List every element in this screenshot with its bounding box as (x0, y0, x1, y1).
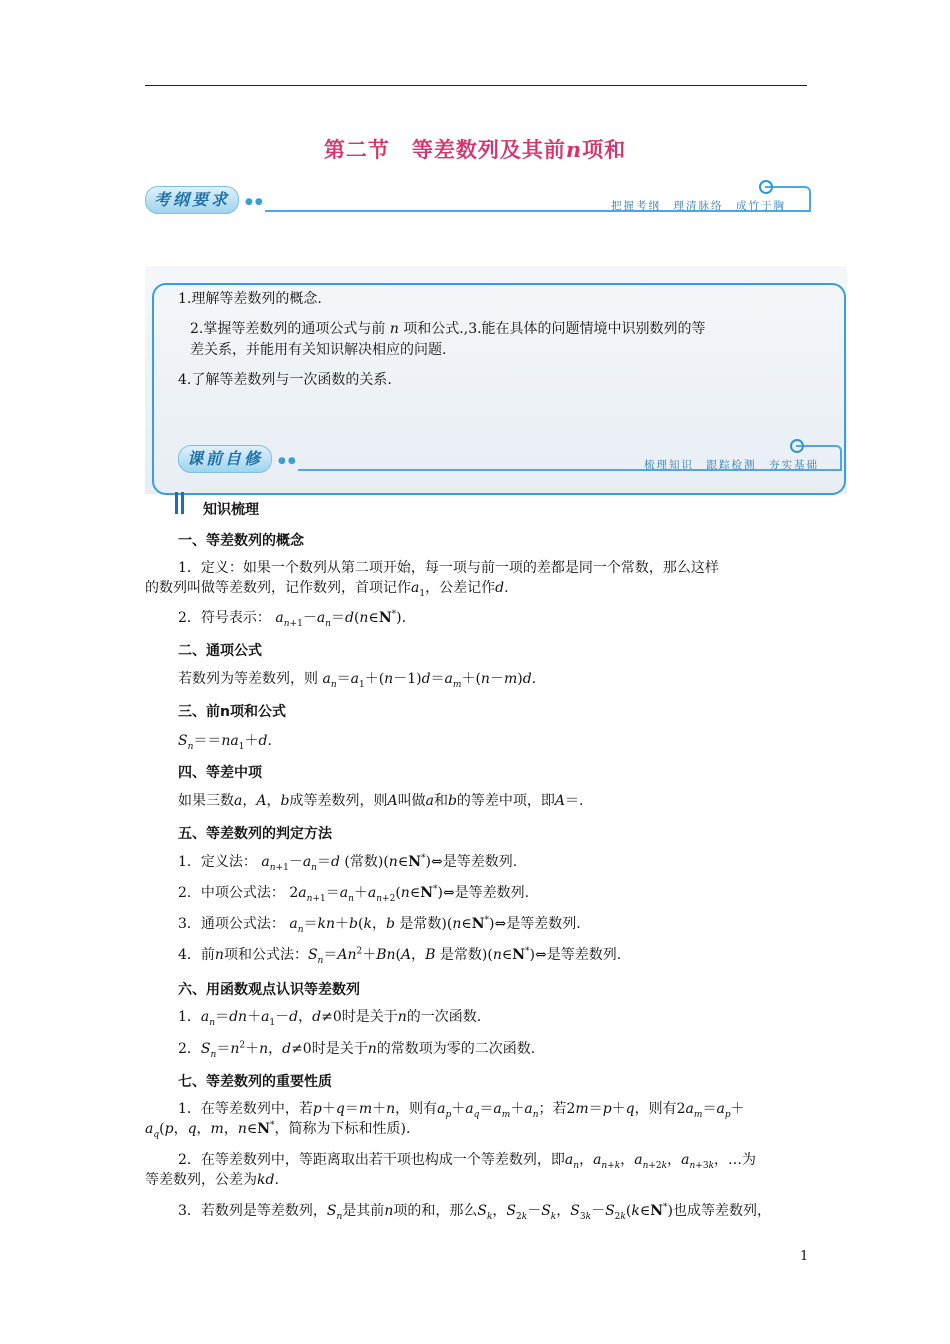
method-3: 3．通项公式法： $a_n=kn+b(k$，b 是常数)(n∈N*)⇔是等差数列. (178, 915, 581, 935)
definition-line-1: 1．定义：如果一个数列从第二项开始，每一项与前一项的差都是同一个常数，那么这样 (178, 560, 719, 576)
method-2: 2．中项公式法： $2a_{n+1}=a_n+a_{n+2}(n\in N^*)\Leftrightarrow$是等差数列. (178, 884, 530, 904)
mean-line: 如果三数a，A，b成等差数列，则A叫做a和b的等差中项，即A＝. (178, 793, 584, 809)
dots-icon: ●● (245, 197, 265, 207)
section-7-title: 七、等差数列的重要性质 (178, 1074, 332, 1090)
property-2-line-2: 等差数列，公差为kd. (145, 1172, 279, 1188)
pre-class-badge: 课前自修 (178, 445, 272, 473)
dots-icon: ●● (278, 456, 298, 466)
req-item-2: 2.掌握等差数列的通项公式与前 n 项和公式.,3.能在具体的问题情境中识别数列的等 (190, 321, 706, 337)
page-number: 1 (800, 1249, 809, 1264)
pre-class-banner (178, 445, 844, 479)
banner-tags: 梳理知识 跟踪检测 夯实基础 (644, 459, 819, 471)
exam-requirements-badge: 考纲要求 (145, 186, 239, 214)
section-2-title: 二、通项公式 (178, 643, 262, 659)
banner-tags: 把握考纲 理清脉络 成竹于胸 (611, 200, 786, 212)
property-1-line-1: 1．在等差数列中，若p＋q＝m＋n，则有$a_p+a_q=a_m+a_n$；若2m＝p＋q，则有$2a_m=a_p+$ (178, 1101, 745, 1120)
curl-icon (790, 439, 804, 453)
exam-requirements-banner (145, 186, 813, 220)
section-1-title: 一、等差数列的概念 (178, 533, 304, 549)
section-5-title: 五、等差数列的判定方法 (178, 826, 332, 842)
property-2-line-1: 2．在等差数列中，等距离取出若干项也构成一个等差数列，即$a_n$，$a_{n+k}$，$a_{n+2k}$，$a_{n+3k}$，…为 (178, 1152, 757, 1171)
section-4-title: 四、等差中项 (178, 765, 262, 781)
sum-formula-line: $S_n==na_1+d$. (178, 733, 272, 752)
section-bars-icon (175, 492, 187, 518)
method-4: 4．前n项和公式法：$S_n=An^2+Bn(A$，B 是常数)(n∈N*)⇔是等差数列. (178, 946, 622, 966)
property-1-line-2: $a_q(p$，q，m，n∈N*，简称为下标和性质). (145, 1120, 411, 1140)
req-item-1: 1.理解等差数列的概念. (178, 291, 322, 307)
page-title: 第二节 等差数列及其前n项和 (323, 137, 627, 162)
req-item-2-cont: 差关系，并能用有关知识解决相应的问题. (190, 342, 447, 358)
req-item-4: 4.了解等差数列与一次函数的关系. (178, 372, 392, 388)
function-view-2: 2．$S_n=n^2+n$，d≠0时是关于n的常数项为零的二次函数. (178, 1040, 536, 1060)
notation-line: 2．符号表示： $a_{n+1}-a_n=d(n\in N^*)$. (178, 609, 407, 629)
section-3-title: 三、前n项和公式 (178, 704, 286, 720)
general-term-line: 若数列为等差数列，则 $a_n=a_1+(n-1)d=a_m+(n-m)d$. (178, 671, 537, 690)
property-3-line-1: 3．若数列是等差数列，$S_n$是其前n项的和，那么$S_k$，$S_{2k}-S_k$，$S_{3k}-S_{2k}(k\in N^*)$也成等差数列， (178, 1202, 771, 1222)
curl-icon (759, 180, 773, 194)
section-6-title: 六、用函数观点认识等差数列 (178, 982, 360, 998)
header-rule (145, 85, 807, 86)
knowledge-heading: 知识梳理 (203, 502, 259, 518)
definition-line-2: 的数列叫做等差数列，记作数列，首项记作$a_1$，公差记作d. (145, 580, 509, 599)
method-1: 1．定义法： $a_{n+1}-a_n=d$ (常数)(n∈N*)⇔是等差数列. (178, 853, 518, 873)
function-view-1: 1．$a_n=dn+a_1-d$，d≠0时是关于n的一次函数. (178, 1009, 482, 1028)
